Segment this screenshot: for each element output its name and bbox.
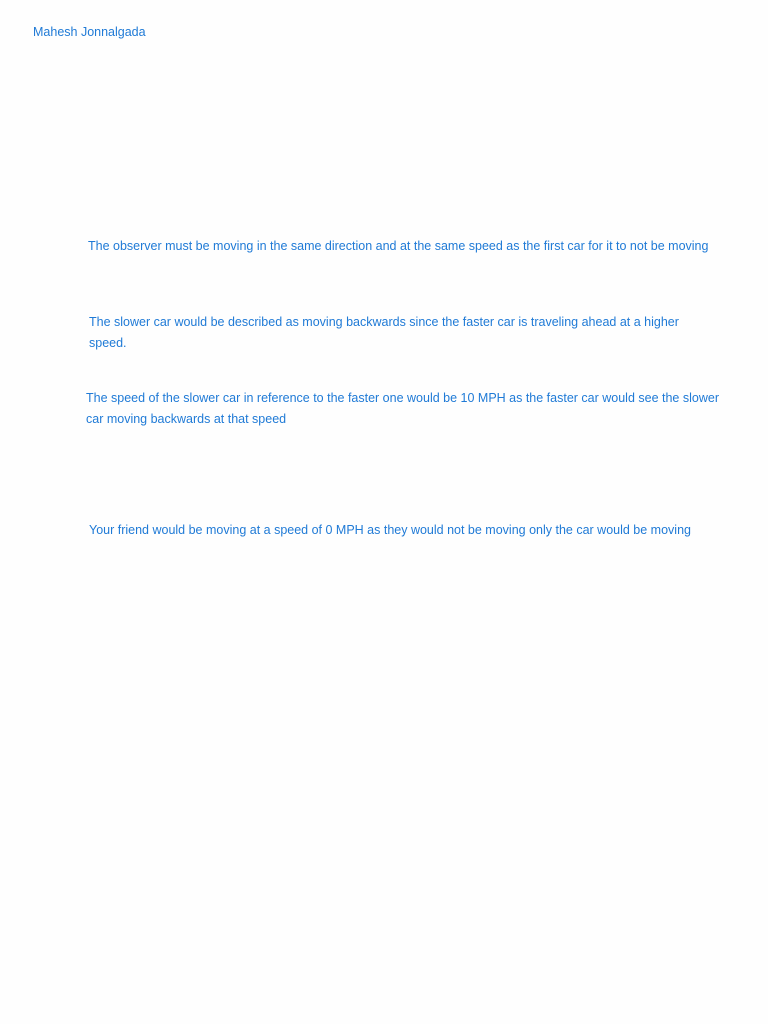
answer-text-2: The slower car would be described as moving backwards since the faster car is traveling ahead at a higher speed. xyxy=(89,315,679,350)
author-name: Mahesh Jonnalgada xyxy=(33,25,146,39)
answer-text-4: Your friend would be moving at a speed of 0 MPH as they would not be moving only the car would be moving xyxy=(89,523,691,537)
answer-text-3: The speed of the slower car in reference to the faster one would be 10 MPH as the faster car would see the slower car moving backwards at that speed xyxy=(86,391,719,426)
answer-text-1: The observer must be moving in the same direction and at the same speed as the first car for it to not be moving xyxy=(88,239,709,253)
